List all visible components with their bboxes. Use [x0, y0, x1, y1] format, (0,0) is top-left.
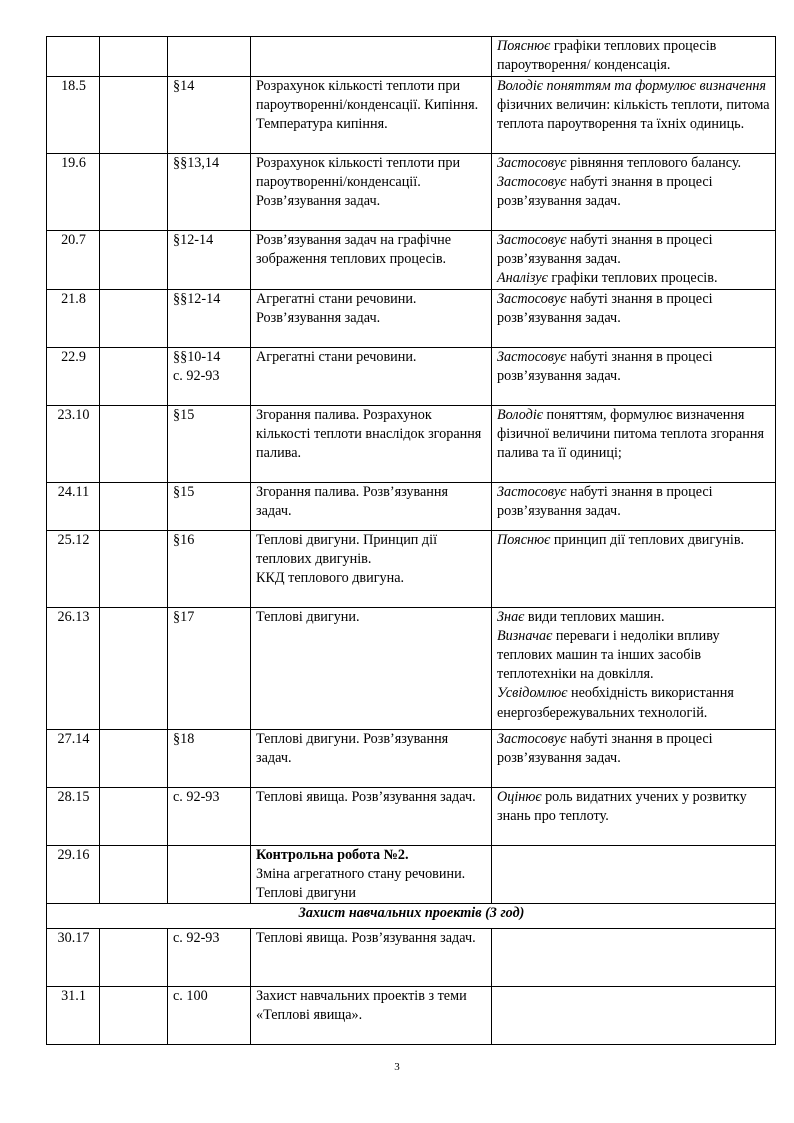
lesson-topic: [251, 347, 492, 405]
topic-line: Теплові явища. Розв’язування задач.: [256, 930, 476, 947]
outcome-line: [497, 531, 771, 550]
table-row: [47, 787, 776, 845]
outcome-line: [497, 290, 771, 328]
table-row: [47, 530, 776, 607]
outcome-text: принцип дії теплових двигунів.: [550, 531, 745, 548]
empty-column: [100, 987, 168, 1045]
outcome-line: [497, 77, 771, 135]
outcome-line: [497, 173, 771, 211]
outcome-text: графіки теплових процесів.: [547, 270, 718, 287]
lesson-number: 25.12: [47, 530, 100, 607]
lesson-number: 27.14: [47, 729, 100, 787]
empty-column: [100, 77, 168, 154]
outcome-line: [497, 348, 771, 386]
lesson-number: [47, 37, 100, 77]
lesson-topic: [251, 787, 492, 845]
topic-line: Агрегатні стани речовини. Розв’язування задач.: [256, 290, 417, 326]
empty-column: [100, 347, 168, 405]
empty-column: [100, 231, 168, 290]
learning-outcomes: [492, 845, 776, 904]
outcome-verb: Застосовує: [497, 155, 567, 171]
outcome-verb: Застосовує: [497, 232, 567, 248]
lesson-number: 18.5: [47, 77, 100, 154]
outcome-verb: Пояснює: [497, 531, 551, 548]
lesson-number: 24.11: [47, 482, 100, 530]
table-row: [47, 154, 776, 231]
learning-outcomes: [492, 987, 776, 1045]
topic-line: Зміна агрегатного стану речовини. Теплові двигуни: [256, 865, 466, 902]
lesson-number: 30.17: [47, 929, 100, 987]
outcome-text: графіки теплових процесів пароутворення/ конденсація.: [497, 38, 717, 74]
outcome-verb: Усвідомлює: [497, 685, 568, 702]
lesson-topic: [251, 729, 492, 787]
empty-column: [100, 37, 168, 77]
lesson-topic: [251, 77, 492, 154]
topic-line: Згорання палива. Розв’язування задач.: [256, 483, 449, 519]
lesson-number: 23.10: [47, 405, 100, 482]
topic-line: Розрахунок кількості теплоти при пароутворенні/конденсації. Кипіння. Температура кипіння.: [256, 78, 479, 133]
table-row: [47, 845, 776, 904]
textbook-reference: §12-14: [168, 231, 251, 290]
lesson-topic: [251, 289, 492, 347]
table-row: [47, 987, 776, 1045]
empty-column: [100, 729, 168, 787]
textbook-reference: с. 92-93: [168, 929, 251, 987]
textbook-reference: с. 100: [168, 987, 251, 1045]
outcome-text: набуті знання в процесі розв’язування задач.: [497, 290, 713, 326]
topic-line: Контрольна робота №2.: [256, 846, 409, 863]
table-row: [47, 231, 776, 290]
lesson-topic: [251, 482, 492, 530]
outcome-verb: Визначає: [497, 627, 553, 644]
learning-outcomes: [492, 347, 776, 405]
table-row: [47, 405, 776, 482]
lesson-number: 29.16: [47, 845, 100, 904]
page-number: 3: [394, 1061, 400, 1073]
outcome-text: набуті знання в процесі розв’язування задач.: [497, 232, 713, 268]
textbook-reference: §14: [168, 77, 251, 154]
outcome-text: набуті знання в процесі розв’язування задач.: [497, 174, 713, 210]
lesson-number: 20.7: [47, 231, 100, 290]
table-row: [47, 347, 776, 405]
learning-outcomes: [492, 482, 776, 530]
lesson-number: 21.8: [47, 289, 100, 347]
lesson-topic: [251, 845, 492, 904]
learning-outcomes: [492, 530, 776, 607]
lesson-topic: [251, 154, 492, 231]
outcome-text: набуті знання в процесі розв’язування задач.: [497, 483, 713, 519]
outcome-verb: Володіє: [497, 406, 543, 423]
outcome-verb: Оцінює: [497, 788, 542, 805]
outcome-verb: Застосовує: [497, 174, 567, 191]
outcome-text: види теплових машин.: [524, 608, 665, 625]
table-row: [47, 77, 776, 154]
learning-outcomes: [492, 729, 776, 787]
textbook-reference: §15: [168, 482, 251, 530]
lesson-topic: [251, 987, 492, 1045]
outcome-line: [497, 231, 771, 269]
lesson-topic: [251, 37, 492, 77]
textbook-reference: §§10-14 с. 92-93: [168, 347, 251, 405]
outcome-line: [497, 37, 771, 75]
learning-outcomes: [492, 37, 776, 77]
empty-column: [100, 929, 168, 987]
topic-line: Теплові двигуни. Принцип дії теплових двигунів.: [256, 531, 438, 567]
topic-line: Розв’язування задач на графічне зображення теплових процесів.: [256, 232, 451, 268]
section-heading: Захист навчальних проектів (3 год): [47, 904, 776, 929]
section-heading-row: [47, 904, 776, 929]
outcome-verb: Знає: [497, 608, 525, 625]
topic-line: Теплові двигуни.: [256, 608, 360, 625]
learning-outcomes: [492, 787, 776, 845]
outcome-text: набуті знання в процесі розв’язування задач.: [497, 730, 713, 766]
lesson-topic: [251, 405, 492, 482]
learning-outcomes: [492, 289, 776, 347]
table-row: [47, 37, 776, 77]
outcome-text: необхідність використання енергозбережувальних технологій.: [497, 685, 734, 721]
topic-line: ККД теплового двигуна.: [256, 570, 405, 587]
outcome-verb: Пояснює: [497, 38, 551, 54]
outcome-line: [497, 627, 771, 685]
lesson-topic: [251, 607, 492, 729]
textbook-reference: §16: [168, 530, 251, 607]
topic-line: Згорання палива. Розрахунок кількості теплоти внаслідок згорання палива.: [256, 406, 482, 462]
outcome-verb: Застосовує: [497, 348, 567, 365]
empty-column: [100, 289, 168, 347]
outcome-line: [497, 154, 771, 173]
lesson-number: 26.13: [47, 607, 100, 729]
topic-line: Теплові явища. Розв’язування задач.: [256, 788, 476, 805]
lesson-plan-body: [47, 37, 776, 1045]
outcome-line: [497, 730, 771, 768]
lesson-number: 19.6: [47, 154, 100, 231]
outcome-line: [497, 483, 771, 521]
lesson-topic: [251, 231, 492, 290]
empty-column: [100, 530, 168, 607]
textbook-reference: §§13,14: [168, 154, 251, 231]
outcome-text: роль видатних учених у розвитку знань про теплоту.: [497, 788, 747, 824]
outcome-text: рівняння теплового балансу.: [566, 155, 742, 171]
textbook-reference: [168, 845, 251, 904]
table-row: [47, 289, 776, 347]
textbook-reference: [168, 37, 251, 77]
learning-outcomes: [492, 231, 776, 290]
textbook-reference: §17: [168, 607, 251, 729]
table-row: [47, 929, 776, 987]
learning-outcomes: [492, 607, 776, 729]
empty-column: [100, 607, 168, 729]
topic-line: Теплові двигуни. Розв’язування задач.: [256, 730, 449, 766]
outcome-text: переваги і недоліки впливу теплових машин та інших засобів теплотехніки на довкілля.: [497, 627, 720, 683]
textbook-reference: §§12-14: [168, 289, 251, 347]
topic-line: Захист навчальних проектів з теми «Теплові явища».: [256, 988, 467, 1024]
topic-line: Розрахунок кількості теплоти при пароутворенні/конденсації. Розв’язування задач.: [256, 155, 461, 210]
outcome-text: фізичних величин: кількість теплоти, питома теплота пароутворення та їхніх одиниць.: [497, 97, 770, 133]
outcome-verb: Аналізує: [497, 270, 548, 287]
outcome-text: набуті знання в процесі розв’язування задач.: [497, 348, 713, 384]
outcome-verb: Застосовує: [497, 730, 567, 747]
lesson-topic: [251, 530, 492, 607]
lesson-number: 22.9: [47, 347, 100, 405]
table-row: [47, 482, 776, 530]
lesson-number: 31.1: [47, 987, 100, 1045]
empty-column: [100, 482, 168, 530]
outcome-line: [497, 788, 771, 826]
outcome-verb: Застосовує: [497, 290, 567, 307]
lesson-number: 28.15: [47, 787, 100, 845]
lesson-topic: [251, 929, 492, 987]
outcome-line: [497, 684, 771, 722]
empty-column: [100, 845, 168, 904]
topic-line: Агрегатні стани речовини.: [256, 348, 417, 365]
outcome-line: [497, 608, 771, 627]
empty-column: [100, 154, 168, 231]
empty-column: [100, 405, 168, 482]
outcome-verb: Володіє поняттям та формулює визначення: [497, 78, 766, 94]
learning-outcomes: [492, 154, 776, 231]
outcome-verb: Застосовує: [497, 483, 567, 500]
learning-outcomes: [492, 77, 776, 154]
learning-outcomes: [492, 929, 776, 987]
textbook-reference: §15: [168, 405, 251, 482]
textbook-reference: §18: [168, 729, 251, 787]
learning-outcomes: [492, 405, 776, 482]
outcome-line: [497, 269, 771, 288]
empty-column: [100, 787, 168, 845]
table-row: [47, 729, 776, 787]
outcome-line: [497, 406, 771, 464]
textbook-reference: с. 92-93: [168, 787, 251, 845]
outcome-text: поняттям, формулює визначення фізичної величини питома теплота згорання палива та її одиниці;: [497, 406, 764, 462]
lesson-plan-table: [46, 36, 776, 1045]
table-row: [47, 607, 776, 729]
